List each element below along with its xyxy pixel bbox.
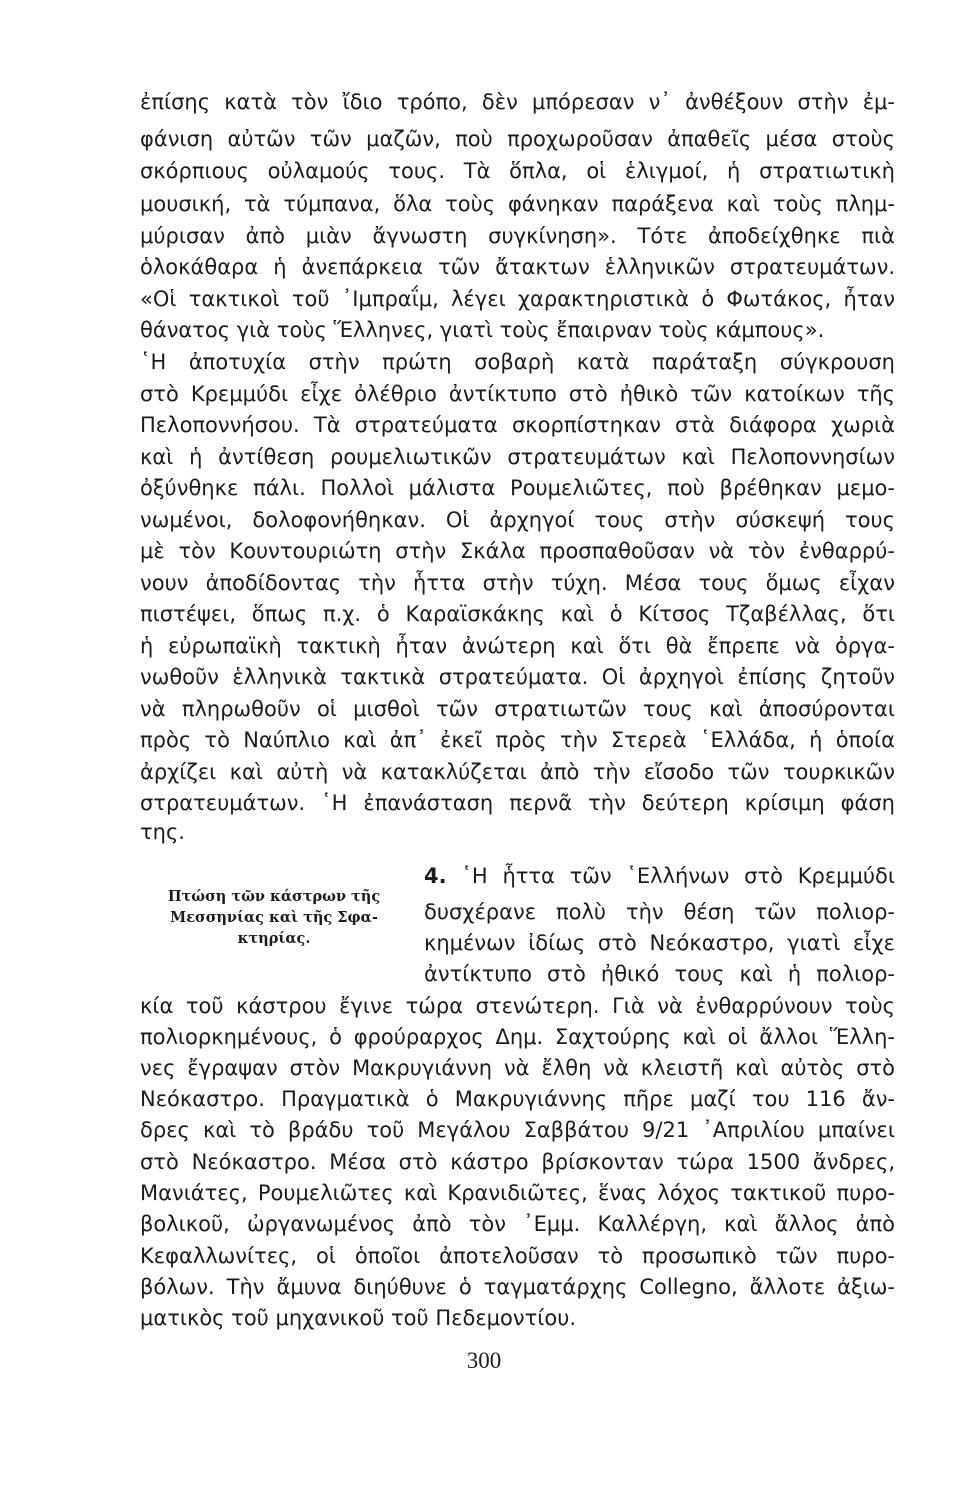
body-line: πολιορκημένους, ὁ φρούραρχος Δημ. Σαχτούρης καὶ οἱ ἄλλοι Ἕλλη- <box>140 1025 895 1049</box>
body-line: βόλων. Τὴν ἄμυνα διηύθυνε ὁ ταγματάρχης Collegno, ἄλλοτε ἀξιω- <box>140 1275 895 1299</box>
body-line: δρες καὶ τὸ βράδυ τοῦ Μεγάλου Σαββάτου 9/21 ᾿Απριλίου μπαίνει <box>140 1118 895 1142</box>
body-line: Νεόκαστρο. Πραγματικὰ ὁ Μακρυγιάννης πῆρε μαζί του 116 ἄν- <box>140 1087 895 1111</box>
body-line: πρὸς τὸ Ναύπλιο καὶ ἀπ᾿ ἐκεῖ πρὸς τὴν Στερεὰ ῾Ελλάδα, ἡ ὁποία <box>140 728 895 752</box>
body-line: ἡ εὐρωπαϊκὴ τακτικὴ ἦταν ἀνώτερη καὶ ὅτι θὰ ἔπρεπε νὰ ὀργα- <box>140 634 895 658</box>
body-line: Κεφαλλωνίτες, οἱ ὁποῖοι ἀποτελοῦσαν τὸ προσωπικὸ τῶν πυρο- <box>140 1244 895 1268</box>
margin-note-line: κτηρίας. <box>237 930 311 947</box>
section-number: 4. <box>424 864 447 888</box>
body-line: νωμένοι, δολοφονήθηκαν. Οἱ ἀρχηγοί τους στὴν σύσκεψή τους <box>140 508 895 532</box>
margin-note-line: Πτώση τῶν κάστρων τῆς <box>167 888 381 905</box>
body-line: ἀρχίζει καὶ αὐτὴ νὰ κατακλύζεται ἀπὸ τὴν εἴσοδο τῶν τουρκικῶν <box>140 760 895 784</box>
margin-note-line: Μεσσηνίας καὶ τῆς Σφα- <box>170 909 378 926</box>
body-line: μύρισαν ἀπὸ μιὰν ἄγνωστη συγκίνηση». Τότε ἀποδείχθηκε πιὰ <box>140 224 895 248</box>
body-line: νὰ πληρωθοῦν οἱ μισθοὶ τῶν στρατιωτῶν τους καὶ ἀποσύρονται <box>140 697 895 721</box>
body-line: «Οἱ τακτικοὶ τοῦ ᾿Ιμπραΐμ, λέγει χαρακτηριστικὰ ὁ Φωτάκος, ἦταν <box>140 287 895 311</box>
section-first-line <box>424 860 895 892</box>
body-line: μουσική, τὰ τύμπανα, ὅλα τοὺς φάνηκαν παράξενα καὶ τοὺς πλημ- <box>140 192 895 216</box>
body-line: στὸ Κρεμμύδι εἶχε ὀλέθριο ἀντίκτυπο στὸ ἠθικὸ τῶν κατοίκων τῆς <box>140 382 895 406</box>
body-line: ῾Η ἀποτυχία στὴν πρώτη σοβαρὴ κατὰ παράταξη σύγκρουση <box>140 350 895 374</box>
body-line: στὸ Νεόκαστρο. Μέσα στὸ κάστρο βρίσκονταν τώρα 1500 ἄνδρες, <box>140 1150 895 1174</box>
body-line: δυσχέρανε πολὺ τὴν θέση τῶν πολιορ- <box>424 900 895 924</box>
body-line: ὁλοκάθαρα ἡ ἀνεπάρκεια τῶν ἄτακτων ἑλληνικῶν στρατευμάτων. <box>140 255 895 279</box>
body-line: νωθοῦν ἑλληνικὰ τακτικὰ στρατεύματα. Οἱ ἀρχηγοὶ ἐπίσης ζητοῦν <box>140 665 895 689</box>
body-line: βολικοῦ, ὠργανωμένος ἀπὸ τὸν ᾿Εμμ. Καλλέργη, καὶ ἄλλος ἀπὸ <box>140 1212 895 1236</box>
body-line: ματικὸς τοῦ μηχανικοῦ τοῦ Πεδεμοντίου. <box>140 1306 577 1330</box>
body-line: της. <box>140 820 185 844</box>
body-line: ἀντίκτυπο στὸ ἠθικό τους καὶ ἡ πολιορ- <box>424 962 895 986</box>
body-line: καὶ ἡ ἀντίθεση ρουμελιωτικῶν στρατευμάτων καὶ Πελοποννησίων <box>140 445 895 469</box>
body-line: θάνατος γιὰ τοὺς Ἕλληνες, γιατὶ τοὺς ἔπαιρναν τοὺς κάμπους». <box>140 318 825 342</box>
body-line: στρατευμάτων. ῾Η ἐπανάσταση περνᾶ τὴν δεύτερη κρίσιμη φάση <box>140 791 895 815</box>
body-line: νες ἔγραψαν στὸν Μακρυγιάννη νὰ ἔλθη νὰ κλειστῆ καὶ αὐτὸς στὸ <box>140 1056 895 1080</box>
body-line: πιστέψει, ὅπως π.χ. ὁ Καραϊσκάκης καὶ ὁ Κίτσος Τζαβέλλας, ὅτι <box>140 602 895 626</box>
body-line: φάνιση αὐτῶν τῶν μαζῶν, ποὺ προχωροῦσαν ἀπαθεῖς μέσα στοὺς <box>140 127 895 151</box>
body-line: νουν ἀποδίδοντας τὴν ἧττα στὴν τύχη. Μέσα τους ὅμως εἶχαν <box>140 571 895 595</box>
body-line: ὀξύνθηκε πάλι. Πολλοὶ μάλιστα Ρουμελιῶτες, ποὺ βρέθηκαν μεμο- <box>140 476 895 500</box>
body-line: μὲ τὸν Κουντουριώτη στὴν Σκάλα προσπαθοῦσαν νὰ τὸν ἐνθαρρύ- <box>140 539 895 563</box>
margin-note <box>140 886 408 949</box>
body-line: ἐπίσης κατὰ τὸν ἴδιο τρόπο, δὲν μπόρεσαν ν᾿ ἀνθέξουν στὴν ἐμ- <box>140 90 895 114</box>
body-line: Μανιάτες, Ρουμελιῶτες καὶ Κρανιδιῶτες, ἕνας λόχος τακτικοῦ πυρο- <box>140 1181 895 1205</box>
body-line: κημένων ἰδίως στὸ Νεόκαστρο, γιατὶ εἶχε <box>424 931 895 955</box>
body-line: κία τοῦ κάστρου ἔγινε τώρα στενώτερη. Γιὰ νὰ ἐνθαρρύνουν τοὺς <box>140 994 895 1018</box>
body-line: Πελοποννήσου. Τὰ στρατεύματα σκορπίστηκαν στὰ διάφορα χωριὰ <box>140 413 895 437</box>
section-first-text: ῾Η ἧττα τῶν ῾Ελλήνων στὸ Κρεμμύδι <box>461 864 895 888</box>
body-line: σκόρπιους οὐλαμούς τους. Τὰ ὅπλα, οἱ ἑλιγμοί, ἡ στρατιωτικὴ <box>140 159 895 183</box>
page-number: 300 <box>466 1348 502 1373</box>
